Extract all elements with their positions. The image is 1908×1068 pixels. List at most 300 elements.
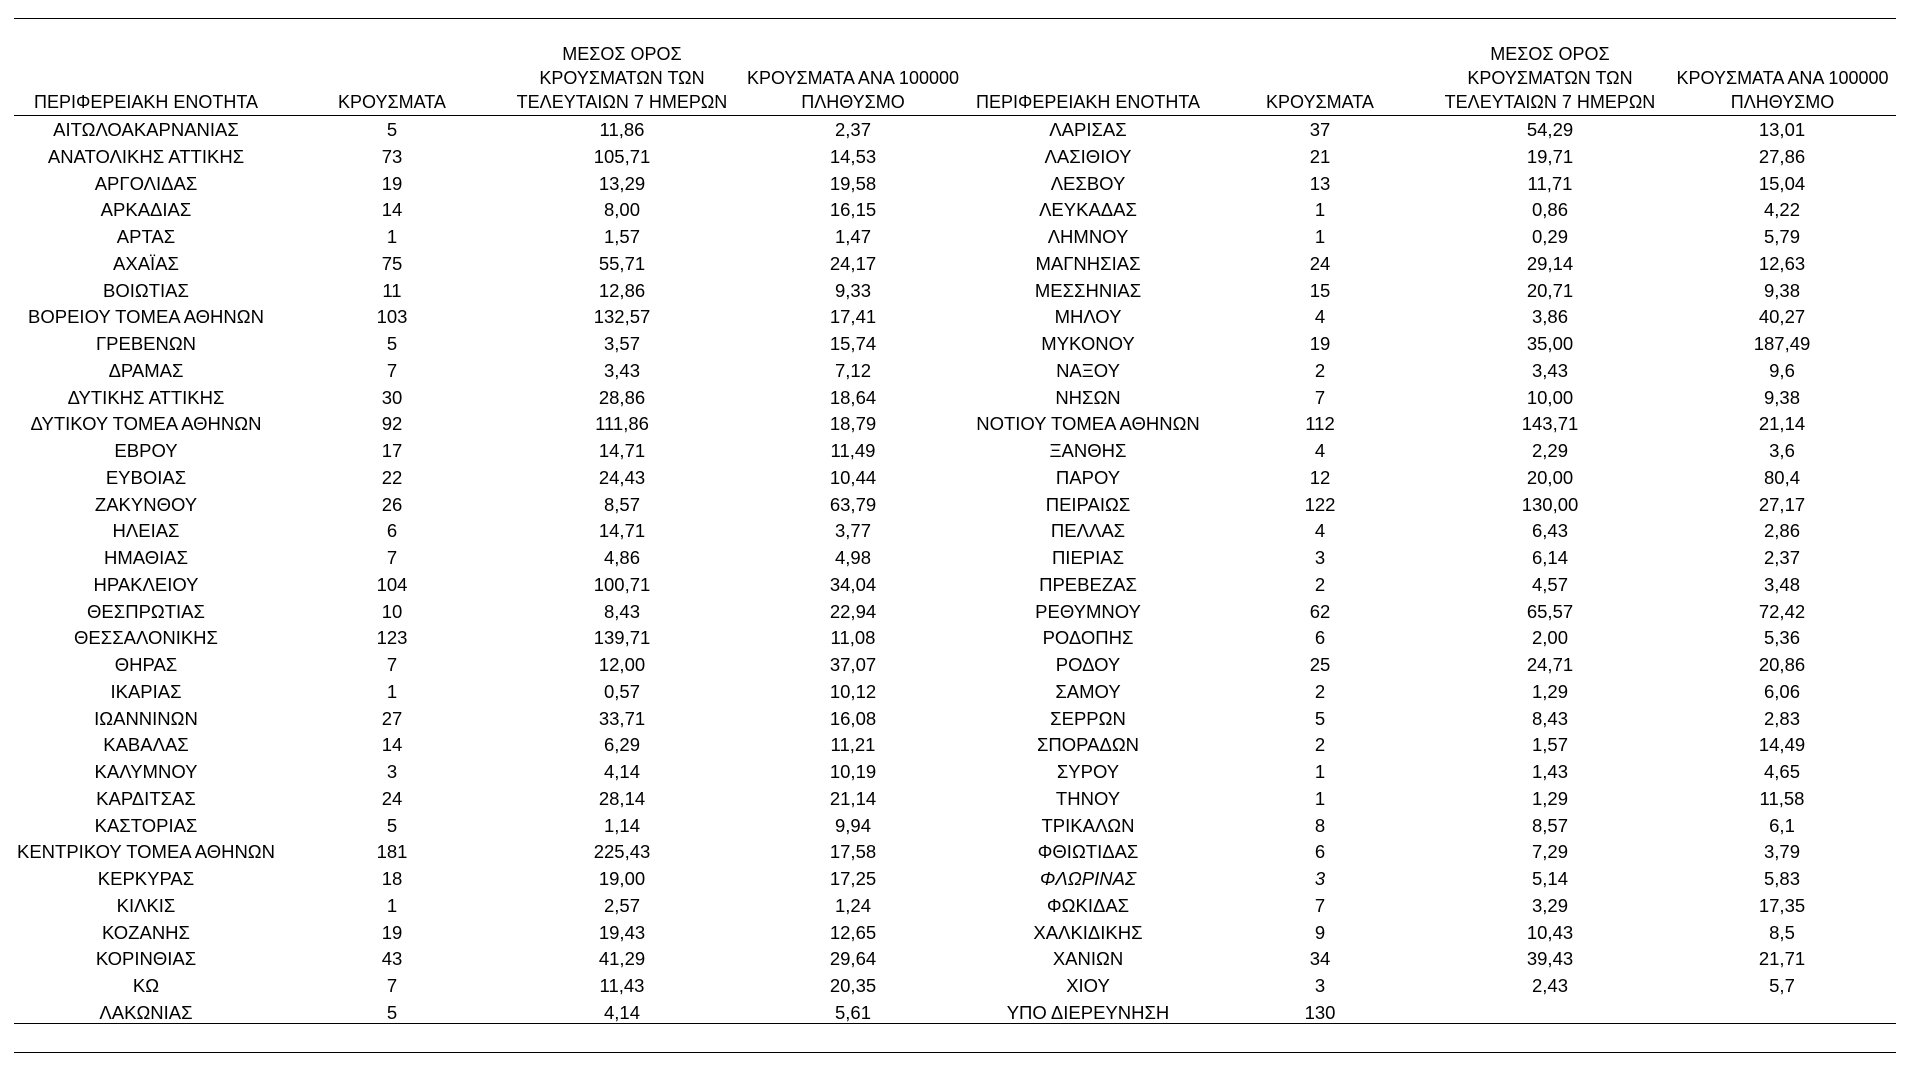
cases-per-100k-left: 10,19	[829, 761, 877, 782]
table-row	[0, 759, 1908, 786]
cases-count-left: 7	[386, 654, 398, 675]
cases-per-100k-left: 16,15	[829, 199, 877, 221]
seven-day-average-left: 4,14	[603, 761, 641, 782]
cases-count-right: 34	[1309, 948, 1331, 970]
seven-day-average-left: 28,86	[598, 386, 646, 408]
cases-count-right: 15	[1309, 279, 1331, 301]
region-name-left: ΚΕΡΚΥΡΑΣ	[97, 868, 195, 889]
cases-per-100k-right: 8,5	[1769, 921, 1795, 943]
seven-day-average-left: 33,71	[598, 707, 646, 729]
region-name-left: ΑΡΓΟΛΙΔΑΣ	[94, 172, 198, 194]
seven-day-average-right: 3,43	[1531, 359, 1569, 381]
table-row	[0, 411, 1908, 438]
cases-per-100k-left: 9,94	[834, 814, 872, 836]
seven-day-average-left: 100,71	[593, 573, 651, 595]
cases-count-left: 5	[386, 119, 398, 140]
region-name-left: ΙΩΑΝΝΙΝΩΝ	[94, 707, 198, 729]
cases-per-100k-left: 16,08	[829, 707, 877, 729]
cases-per-100k-left: 15,74	[829, 333, 877, 354]
region-name-left: ΚΑΛΥΜΝΟΥ	[94, 761, 198, 782]
cases-count-right: 5	[1314, 707, 1326, 729]
table-row	[0, 866, 1908, 893]
seven-day-average-right: 143,71	[1521, 413, 1579, 435]
cases-per-100k-left: 11,08	[830, 627, 876, 649]
cases-per-100k-left: 4,98	[834, 547, 872, 568]
cases-per-100k-right: 187,49	[1753, 333, 1811, 354]
region-name-left: ΘΗΡΑΣ	[114, 654, 178, 675]
region-name-right: ΡΕΘΥΜΝΟΥ	[1035, 600, 1141, 622]
seven-day-average-right: 54,29	[1526, 119, 1574, 140]
table-row	[0, 732, 1908, 759]
seven-day-average-left: 3,43	[603, 359, 641, 381]
seven-day-average-left: 2,57	[603, 894, 641, 916]
cases-per-100k-right: 6,06	[1763, 680, 1801, 702]
page-bottom-rule	[14, 1052, 1896, 1053]
table-top-rule	[14, 18, 1896, 19]
cases-per-100k-left: 37,07	[829, 654, 877, 675]
cases-count-left: 43	[381, 948, 403, 970]
seven-day-average-right: 7,29	[1531, 841, 1569, 863]
seven-day-average-right: 0,86	[1531, 199, 1569, 221]
seven-day-average-left: 4,86	[603, 547, 641, 568]
cases-per-100k-left: 17,41	[829, 306, 877, 328]
header-text: ΚΡΟΥΣΜΑΤΑ	[1266, 92, 1374, 112]
cases-count-right: 25	[1309, 654, 1331, 675]
cases-count-left: 6	[386, 520, 398, 542]
cases-count-left: 73	[381, 145, 403, 167]
region-name-left: ΒΟΡΕΙΟΥ ΤΟΜΕΑ ΑΘΗΝΩΝ	[28, 306, 264, 328]
seven-day-average-right: 1,43	[1531, 761, 1569, 782]
cases-per-100k-right: 3,48	[1763, 573, 1801, 595]
region-name-left: ΚΑΣΤΟΡΙΑΣ	[94, 814, 198, 836]
seven-day-average-left: 41,29	[598, 948, 646, 970]
cases-per-100k-right: 9,38	[1763, 386, 1801, 408]
header-text: ΠΛΗΘΥΣΜΟ	[1730, 92, 1835, 112]
cases-per-100k-left: 63,79	[829, 493, 877, 515]
cases-count-right: 122	[1304, 493, 1336, 515]
cases-count-left: 1	[386, 226, 398, 247]
region-name-right: ΣΠΟΡΑΔΩΝ	[1036, 734, 1140, 756]
cases-per-100k-right: 72,42	[1758, 600, 1806, 622]
seven-day-average-left: 11,43	[599, 975, 645, 996]
cases-count-right: 4	[1314, 306, 1326, 328]
region-name-right: ΝΗΣΩΝ	[1055, 386, 1121, 408]
seven-day-average-left: 0,57	[603, 680, 641, 702]
region-name-left: ΔΥΤΙΚΗΣ ΑΤΤΙΚΗΣ	[67, 386, 225, 408]
cases-count-right: 1	[1314, 226, 1326, 247]
cases-per-100k-right: 12,63	[1758, 252, 1806, 274]
region-name-right: ΠΡΕΒΕΖΑΣ	[1039, 573, 1137, 595]
region-name-left: ΛΑΚΩΝΙΑΣ	[99, 1001, 193, 1023]
cases-count-left: 14	[381, 199, 403, 221]
region-name-left: ΕΥΒΟΙΑΣ	[105, 466, 187, 488]
region-name-right: ΜΑΓΝΗΣΙΑΣ	[1035, 252, 1141, 274]
region-name-left: ΗΜΑΘΙΑΣ	[103, 547, 189, 568]
header-text: ΠΕΡΙΦΕΡΕΙΑΚΗ ΕΝΟΤΗΤΑ	[975, 92, 1201, 112]
seven-day-average-right: 35,00	[1526, 333, 1574, 354]
seven-day-average-left: 11,86	[599, 119, 645, 140]
cases-count-right: 3	[1314, 868, 1326, 889]
cases-per-100k-left: 10,12	[829, 680, 877, 702]
cases-count-left: 5	[386, 333, 398, 354]
cases-count-right: 6	[1314, 627, 1326, 649]
header-text: ΜΕΣΟΣ ΟΡΟΣ	[562, 44, 682, 64]
header-region-left	[26, 42, 266, 114]
cases-per-100k-right: 27,86	[1758, 145, 1806, 167]
region-name-right: ΜΗΛΟΥ	[1054, 306, 1122, 328]
cases-count-left: 14	[381, 734, 403, 756]
cases-per-100k-right: 5,79	[1763, 226, 1801, 247]
cases-per-100k-left: 29,64	[829, 948, 877, 970]
seven-day-average-left: 1,57	[603, 226, 641, 247]
region-name-left: ΚΙΛΚΙΣ	[116, 894, 176, 916]
cases-count-right: 4	[1314, 440, 1326, 461]
region-name-left: ΔΡΑΜΑΣ	[108, 359, 184, 381]
header-avg-left	[512, 42, 732, 114]
cases-per-100k-left: 19,58	[829, 172, 877, 194]
cases-per-100k-right: 80,4	[1763, 466, 1801, 488]
header-text: ΤΕΛΕΥΤΑΙΩΝ 7 ΗΜΕΡΩΝ	[516, 92, 728, 112]
cases-per-100k-left: 18,79	[829, 413, 877, 435]
cases-per-100k-right: 2,86	[1763, 520, 1801, 542]
header-text: ΚΡΟΥΣΜΑΤΩΝ ΤΩΝ	[539, 68, 705, 88]
header-text: ΠΛΗΘΥΣΜΟ	[801, 92, 905, 112]
region-name-left: ΑΝΑΤΟΛΙΚΗΣ ΑΤΤΙΚΗΣ	[47, 145, 245, 167]
cases-per-100k-left: 1,24	[834, 894, 872, 916]
table-row	[0, 197, 1908, 224]
region-name-right: ΜΥΚΟΝΟΥ	[1041, 333, 1135, 354]
cases-per-100k-left: 21,14	[829, 787, 877, 809]
region-name-right: ΣΥΡΟΥ	[1056, 761, 1120, 782]
cases-count-left: 3	[386, 761, 398, 782]
region-name-right: ΝΟΤΙΟΥ ΤΟΜΕΑ ΑΘΗΝΩΝ	[976, 413, 1200, 435]
cases-count-left: 5	[386, 1001, 398, 1023]
region-name-right: ΠΕΛΛΑΣ	[1050, 520, 1126, 542]
table-row	[0, 278, 1908, 305]
seven-day-average-right: 2,29	[1531, 440, 1569, 461]
cases-per-100k-right: 13,01	[1758, 119, 1806, 140]
region-name-right: ΛΕΣΒΟΥ	[1050, 172, 1126, 194]
table-row	[0, 599, 1908, 626]
seven-day-average-right: 10,00	[1526, 386, 1574, 408]
region-name-right: ΦΩΚΙΔΑΣ	[1046, 894, 1130, 916]
seven-day-average-left: 12,86	[598, 279, 646, 301]
cases-per-100k-right: 5,36	[1763, 627, 1801, 649]
seven-day-average-right: 3,86	[1531, 306, 1569, 328]
seven-day-average-right: 10,43	[1526, 921, 1574, 943]
table-row	[0, 786, 1908, 813]
cases-count-right: 2	[1314, 680, 1326, 702]
cases-count-right: 6	[1314, 841, 1326, 863]
cases-count-right: 12	[1309, 466, 1331, 488]
seven-day-average-left: 14,71	[598, 440, 646, 461]
region-name-right: ΠΙΕΡΙΑΣ	[1051, 547, 1125, 568]
region-name-right: ΣΕΡΡΩΝ	[1050, 707, 1126, 729]
seven-day-average-right: 2,00	[1531, 627, 1569, 649]
table-row	[0, 973, 1908, 1000]
region-name-right: ΛΕΥΚΑΔΑΣ	[1039, 199, 1137, 221]
seven-day-average-left: 24,43	[598, 466, 646, 488]
region-name-right: ΧΑΝΙΩΝ	[1052, 948, 1124, 970]
region-name-left: ΑΧΑΪΑΣ	[113, 252, 179, 274]
header-text: ΠΕΡΙΦΕΡΕΙΑΚΗ ΕΝΟΤΗΤΑ	[33, 92, 259, 112]
cases-per-100k-left: 18,64	[829, 386, 877, 408]
seven-day-average-left: 132,57	[593, 306, 651, 328]
region-name-right: ΛΑΡΙΣΑΣ	[1049, 119, 1127, 140]
table-row	[0, 813, 1908, 840]
seven-day-average-right: 2,43	[1531, 975, 1569, 996]
region-name-right: ΧΙΟΥ	[1066, 975, 1110, 996]
region-name-left: ΒΟΙΩΤΙΑΣ	[103, 279, 189, 301]
seven-day-average-right: 5,14	[1531, 868, 1569, 889]
region-name-right: ΜΕΣΣΗΝΙΑΣ	[1034, 279, 1142, 301]
cases-count-left: 7	[386, 359, 398, 381]
seven-day-average-right: 65,57	[1526, 600, 1574, 622]
cases-count-right: 8	[1314, 814, 1326, 836]
region-name-right: ΞΑΝΘΗΣ	[1049, 440, 1127, 461]
cases-count-right: 37	[1309, 119, 1331, 140]
seven-day-average-right: 1,57	[1531, 734, 1569, 756]
table-row	[0, 572, 1908, 599]
cases-per-100k-left: 14,53	[829, 145, 877, 167]
seven-day-average-left: 13,29	[598, 172, 646, 194]
cases-count-left: 27	[381, 707, 403, 729]
table-row	[0, 1000, 1908, 1027]
region-name-left: ΗΛΕΙΑΣ	[112, 520, 180, 542]
cases-count-right: 3	[1314, 975, 1326, 996]
region-name-left: ΖΑΚΥΝΘΟΥ	[94, 493, 198, 515]
table-row	[0, 144, 1908, 171]
region-name-left: ΙΚΑΡΙΑΣ	[110, 680, 182, 702]
header-text: ΚΡΟΥΣΜΑΤΑ	[338, 92, 446, 112]
cases-per-100k-left: 12,65	[829, 921, 877, 943]
seven-day-average-left: 3,57	[603, 333, 641, 354]
cases-count-right: 1	[1314, 787, 1326, 809]
region-name-left: ΑΡΚΑΔΙΑΣ	[100, 199, 192, 221]
cases-per-100k-right: 21,71	[1758, 948, 1806, 970]
seven-day-average-right: 1,29	[1531, 680, 1569, 702]
region-name-left: ΚΟΡΙΝΘΙΑΣ	[95, 948, 197, 970]
region-name-left: ΚΟΖΑΝΗΣ	[102, 921, 190, 943]
header-avg-right	[1440, 42, 1660, 114]
cases-count-right: 130	[1304, 1001, 1336, 1023]
seven-day-average-right: 39,43	[1526, 948, 1574, 970]
cases-per-100k-right: 17,35	[1758, 894, 1806, 916]
cases-count-right: 3	[1314, 547, 1326, 568]
cases-per-100k-right: 5,7	[1769, 975, 1795, 996]
region-name-left: ΚΑΡΔΙΤΣΑΣ	[96, 787, 196, 809]
seven-day-average-left: 6,29	[603, 734, 641, 756]
header-text: ΤΕΛΕΥΤΑΙΩΝ 7 ΗΜΕΡΩΝ	[1444, 92, 1656, 112]
cases-per-100k-left: 24,17	[829, 252, 877, 274]
seven-day-average-left: 139,71	[593, 627, 651, 649]
cases-count-right: 62	[1309, 600, 1331, 622]
cases-count-left: 22	[381, 466, 403, 488]
cases-count-left: 75	[381, 252, 403, 274]
region-name-right: ΛΑΣΙΘΙΟΥ	[1044, 145, 1132, 167]
region-name-right: ΡΟΔΟΥ	[1055, 654, 1121, 675]
cases-count-left: 30	[381, 386, 403, 408]
cases-per-100k-right: 27,17	[1758, 493, 1806, 515]
seven-day-average-right: 0,29	[1531, 226, 1569, 247]
table-row	[0, 679, 1908, 706]
table-row	[0, 625, 1908, 652]
cases-count-left: 11	[382, 279, 402, 301]
region-name-left: ΑΡΤΑΣ	[116, 226, 176, 247]
cases-per-100k-right: 21,14	[1758, 413, 1806, 435]
header-region-right	[968, 42, 1208, 114]
region-name-right: ΛΗΜΝΟΥ	[1047, 226, 1129, 247]
header-cases-right	[1250, 42, 1390, 114]
region-name-left: ΘΕΣΠΡΩΤΙΑΣ	[87, 600, 205, 622]
cases-count-left: 26	[381, 493, 403, 515]
cases-count-left: 181	[376, 841, 408, 863]
seven-day-average-left: 1,14	[603, 814, 641, 836]
seven-day-average-right: 8,43	[1531, 707, 1569, 729]
cases-count-right: 2	[1314, 734, 1326, 756]
cases-per-100k-right: 2,83	[1763, 707, 1801, 729]
seven-day-average-left: 8,00	[603, 199, 641, 221]
cases-per-100k-left: 10,44	[829, 466, 877, 488]
cases-per-100k-left: 17,25	[829, 868, 877, 889]
table-row	[0, 117, 1908, 144]
cases-per-100k-right: 6,1	[1769, 814, 1795, 836]
cases-count-left: 5	[386, 814, 398, 836]
seven-day-average-right: 4,57	[1531, 573, 1569, 595]
cases-count-left: 104	[376, 573, 408, 595]
cases-per-100k-left: 7,12	[834, 359, 872, 381]
seven-day-average-right: 24,71	[1526, 654, 1574, 675]
cases-count-left: 24	[381, 787, 403, 809]
table-row	[0, 652, 1908, 679]
seven-day-average-right: 20,71	[1526, 279, 1574, 301]
region-name-left: ΓΡΕΒΕΝΩΝ	[95, 333, 197, 354]
cases-count-right: 2	[1314, 573, 1326, 595]
seven-day-average-left: 55,71	[598, 252, 646, 274]
cases-count-right: 9	[1314, 921, 1326, 943]
table-row	[0, 171, 1908, 198]
cases-per-100k-left: 3,77	[834, 520, 872, 542]
cases-per-100k-left: 9,33	[834, 279, 872, 301]
cases-count-right: 1	[1314, 761, 1326, 782]
header-text: ΚΡΟΥΣΜΑΤΑ ΑΝΑ 100000	[1676, 68, 1889, 88]
cases-per-100k-left: 2,37	[834, 119, 872, 140]
seven-day-average-right: 29,14	[1526, 252, 1574, 274]
header-bottom-rule	[14, 115, 1896, 116]
cases-per-100k-right: 9,6	[1769, 359, 1795, 381]
header-cases-left	[322, 42, 462, 114]
region-name-right: ΧΑΛΚΙΔΙΚΗΣ	[1033, 921, 1143, 943]
region-name-right: ΠΑΡΟΥ	[1055, 466, 1121, 488]
table-row	[0, 920, 1908, 947]
cases-count-right: 4	[1314, 520, 1326, 542]
region-name-right: ΠΕΙΡΑΙΩΣ	[1045, 493, 1131, 515]
cases-count-left: 7	[386, 975, 398, 996]
cases-per-100k-right: 4,65	[1763, 761, 1801, 782]
table-row	[0, 893, 1908, 920]
cases-per-100k-left: 20,35	[829, 975, 877, 996]
cases-per-100k-left: 17,58	[829, 841, 877, 863]
seven-day-average-left: 111,86	[595, 413, 649, 435]
cases-count-right: 13	[1309, 172, 1331, 194]
region-name-right: ΥΠΟ ΔΙΕΡΕΥΝΗΣΗ	[1006, 1001, 1170, 1023]
seven-day-average-left: 8,43	[603, 600, 641, 622]
cases-count-right: 7	[1314, 894, 1326, 916]
region-name-right: ΡΟΔΟΠΗΣ	[1042, 627, 1134, 649]
seven-day-average-right: 1,29	[1531, 787, 1569, 809]
cases-count-right: 1	[1314, 199, 1326, 221]
cases-per-100k-right: 3,6	[1769, 440, 1795, 461]
table-row	[0, 492, 1908, 519]
region-name-right: ΤΡΙΚΑΛΩΝ	[1041, 814, 1135, 836]
cases-count-right: 19	[1309, 333, 1331, 354]
cases-per-100k-left: 5,61	[834, 1001, 872, 1023]
seven-day-average-right: 19,71	[1526, 145, 1574, 167]
seven-day-average-left: 19,43	[598, 921, 646, 943]
cases-per-100k-right: 14,49	[1758, 734, 1806, 756]
cases-count-left: 19	[381, 921, 403, 943]
cases-per-100k-right: 2,37	[1763, 547, 1801, 568]
cases-count-right: 112	[1305, 413, 1335, 435]
table-row	[0, 706, 1908, 733]
cases-per-100k-left: 1,47	[834, 226, 872, 247]
seven-day-average-right: 20,00	[1526, 466, 1574, 488]
table-row	[0, 224, 1908, 251]
region-name-left: ΔΥΤΙΚΟΥ ΤΟΜΕΑ ΑΘΗΝΩΝ	[30, 413, 262, 435]
cases-per-100k-right: 4,22	[1763, 199, 1801, 221]
cases-count-left: 19	[381, 172, 403, 194]
cases-per-100k-right: 5,83	[1763, 868, 1801, 889]
seven-day-average-left: 8,57	[603, 493, 641, 515]
header-per100k-left	[738, 42, 968, 114]
cases-per-100k-left: 11,21	[830, 734, 876, 756]
cases-count-left: 1	[386, 894, 398, 916]
cases-per-100k-right: 15,04	[1758, 172, 1806, 194]
cases-count-left: 18	[381, 868, 403, 889]
cases-per-100k-left: 22,94	[829, 600, 877, 622]
seven-day-average-right: 6,43	[1531, 520, 1569, 542]
header-text: ΚΡΟΥΣΜΑΤΩΝ ΤΩΝ	[1467, 68, 1633, 88]
seven-day-average-left: 19,00	[598, 868, 646, 889]
table-row	[0, 545, 1908, 572]
cases-count-left: 17	[381, 440, 403, 461]
table-row	[0, 331, 1908, 358]
table-row	[0, 304, 1908, 331]
cases-per-100k-right: 20,86	[1758, 654, 1806, 675]
cases-count-left: 103	[376, 306, 408, 328]
region-name-right: ΣΑΜΟΥ	[1055, 680, 1121, 702]
seven-day-average-right: 3,29	[1531, 894, 1569, 916]
cases-count-left: 7	[386, 547, 398, 568]
cases-count-left: 92	[381, 413, 403, 435]
header-text: ΚΡΟΥΣΜΑΤΑ ΑΝΑ 100000	[747, 68, 959, 88]
seven-day-average-left: 14,71	[598, 520, 646, 542]
table-row	[0, 946, 1908, 973]
cases-per-100k-right: 9,38	[1763, 279, 1801, 301]
header-per100k-right	[1665, 42, 1900, 114]
cases-count-right: 2	[1314, 359, 1326, 381]
cases-count-left: 1	[386, 680, 398, 702]
region-name-right: ΦΘΙΩΤΙΔΑΣ	[1037, 841, 1139, 863]
cases-per-100k-right: 40,27	[1758, 306, 1806, 328]
cases-per-100k-right: 11,58	[1759, 787, 1805, 809]
table-row	[0, 465, 1908, 492]
seven-day-average-right: 11,71	[1527, 172, 1573, 194]
region-name-left: ΘΕΣΣΑΛΟΝΙΚΗΣ	[74, 627, 218, 649]
cases-per-100k-left: 11,49	[830, 440, 876, 461]
region-name-right: ΝΑΞΟΥ	[1056, 359, 1120, 381]
cases-count-right: 21	[1309, 145, 1331, 167]
